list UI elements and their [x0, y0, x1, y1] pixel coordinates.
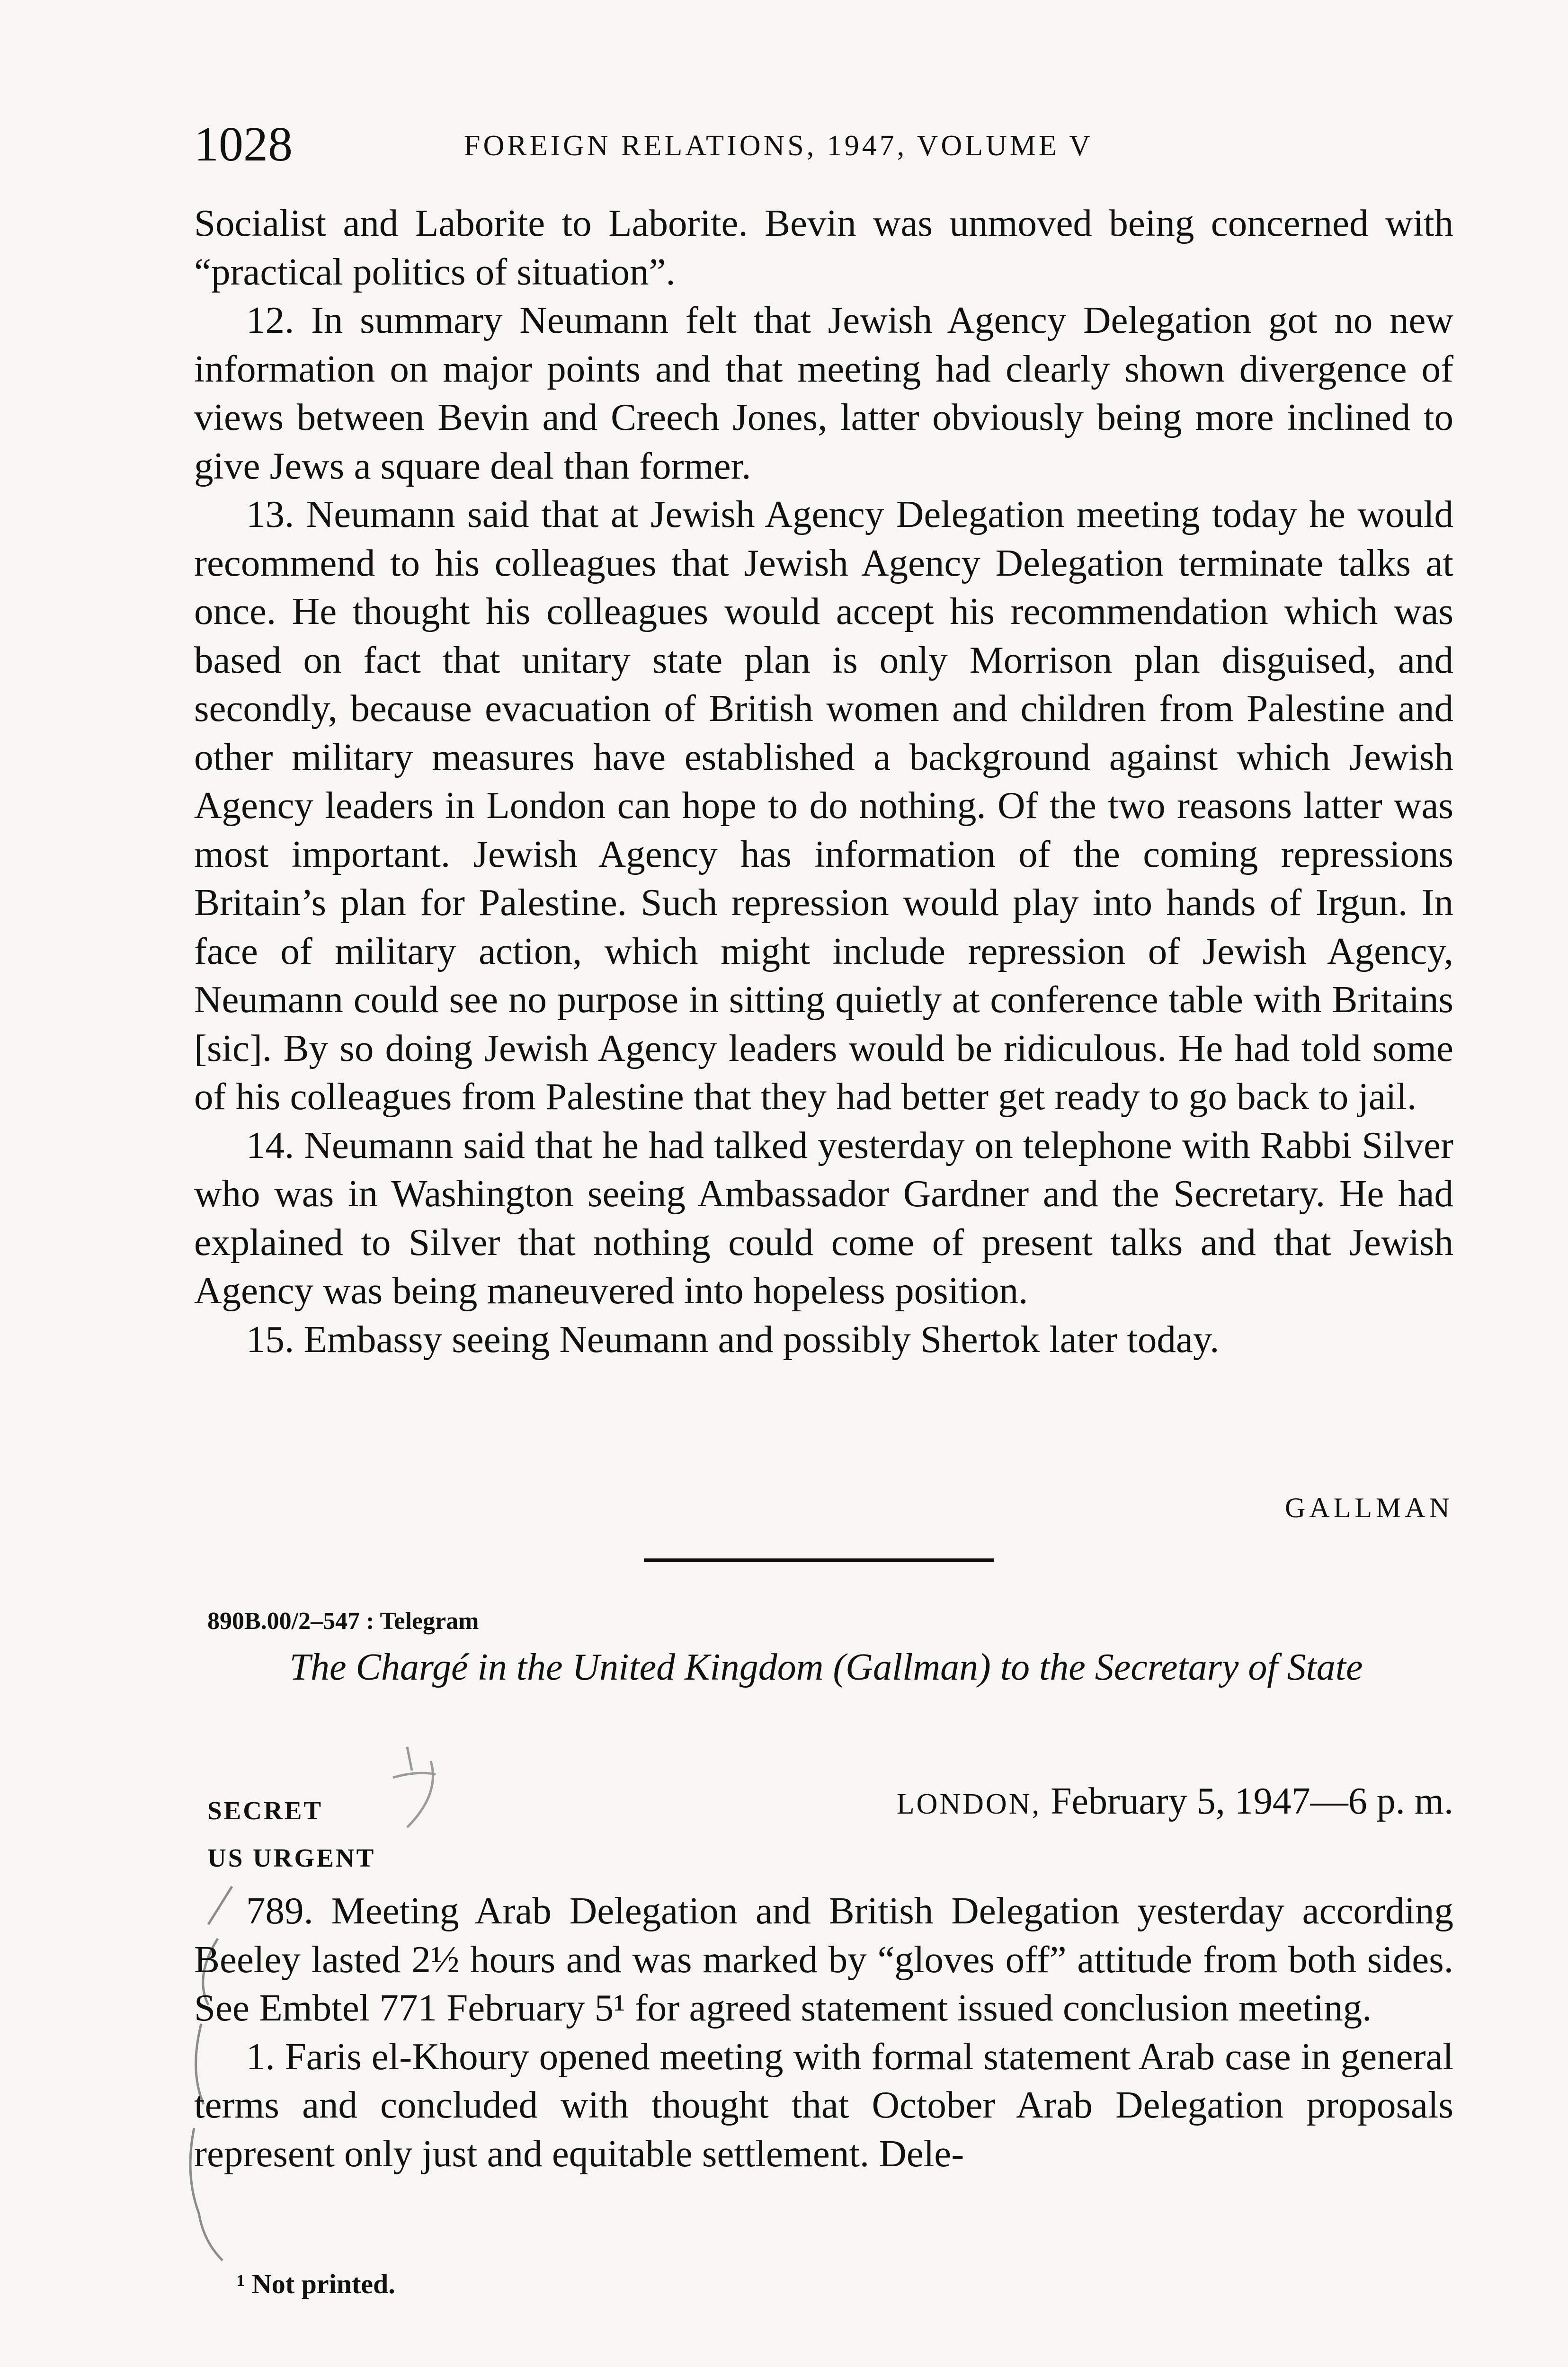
paragraph-12: 12. In summary Neumann felt that Jewish Agency Delegation got no new information on major points and that meeting had clearly shown divergence of views between Bevin and Creech Jones, latter obviously being more inclined to give Jews a square deal than former. [194, 299, 1453, 487]
classification-secret: SECRET [207, 1796, 323, 1825]
paragraph-14: 14. Neumann said that he had talked yesterday on telephone with Rabbi Silver who was in Washington seeing Ambassador Gardner and the Secretary. He had explained to Silver that nothing could come of present talks and that Jewish Agency was being maneuvered into hopeless position. [194, 1123, 1453, 1312]
dateline-place: LONDON, [896, 1788, 1041, 1820]
dateline [757, 1778, 1453, 1828]
telegram-text [194, 1886, 1453, 2178]
running-title: FOREIGN RELATIONS, 1947, VOLUME V [464, 130, 1093, 162]
pencil-mark [379, 1733, 464, 1846]
paragraph-1: 1. Faris el-Khoury opened meeting with formal statement Arab case in general terms and concluded with thought that October Arab Delegation proposals represent only just and equitable settlement. Dele- [194, 2035, 1453, 2175]
paragraph: Socialist and Laborite to Laborite. Bevin was unmoved being concerned with “practical politics of situation”. [194, 202, 1453, 293]
section-divider [644, 1558, 994, 1562]
page-number: 1028 [194, 117, 293, 171]
paragraph-15: 15. Embassy seeing Neumann and possibly Shertok later today. [246, 1317, 1220, 1361]
dateline-date: February 5, 1947—6 p. m. [1050, 1780, 1453, 1822]
paragraph-13: 13. Neumann said that at Jewish Agency Delegation meeting today he would recommend to his colleagues that Jewish Agency Delegation terminate talks at once. He thought his colleagues would accept his recommendation which was based on fact that unitary state plan is only Morrison plan disguised, and secondly, because evacuation of British women and children from Palestine and other military measures have established a background against which Jewish Agency leaders in London can hope to do nothing. Of the two reasons latter was most important. Jewish Agency has information of the coming repressions Britain’s plan for Palestine. Such repression would play into hands of Irgun. In face of military action, which might include repression of Jewish Agency, Neumann could see no purpose in sitting quietly at conference table with Britains [sic]. By so doing Jewish Agency leaders would be ridiculous. He had told some of his colleagues from Palestine that they had better get ready to go back to jail. [194, 493, 1453, 1118]
continuation-text [194, 199, 1453, 1363]
running-head [194, 118, 1453, 170]
file-reference: 890B.00/2–547 : Telegram [207, 1608, 479, 1635]
paragraph-789: 789. Meeting Arab Delegation and British Delegation yesterday according Beeley lasted 2½ hours and was marked by “gloves off” attitude from both sides. See Embtel 771 February 5¹ for agreed statement issued conclusion meeting. [194, 1889, 1453, 2029]
footnote: ¹ Not printed. [237, 2269, 395, 2299]
signature: GALLMAN [1285, 1492, 1453, 1523]
document-heading: The Chargé in the United Kingdom (Gallman) to the Secretary of State [289, 1646, 1363, 1688]
classification-urgent: US URGENT [207, 1843, 376, 1872]
